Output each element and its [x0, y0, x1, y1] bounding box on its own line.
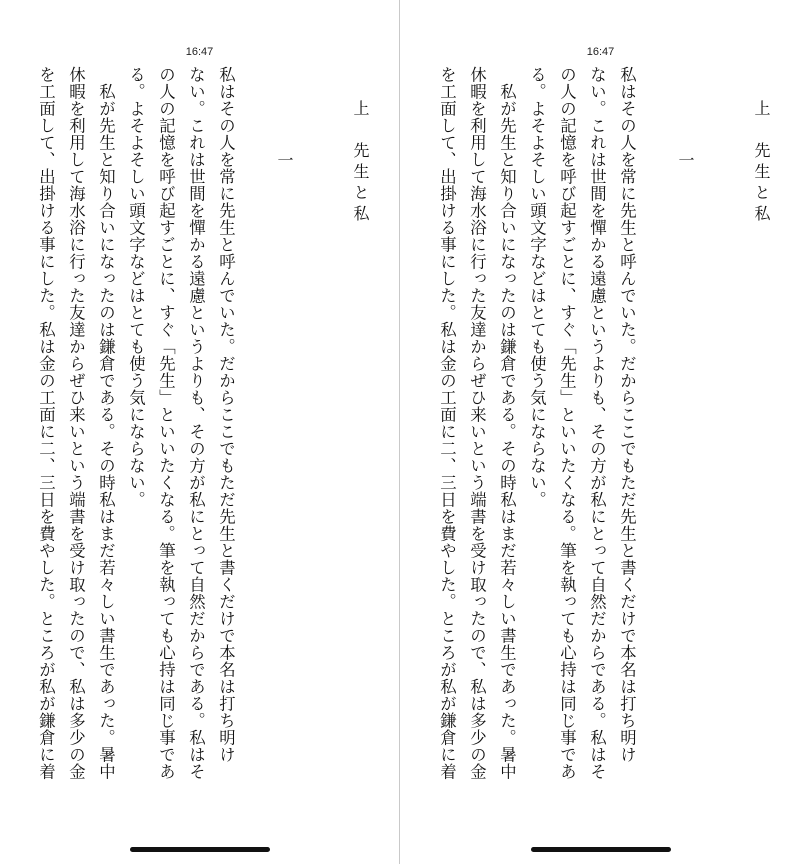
- text-line: 私はその人を常に先生と呼んでいた。だからここでもただ先生と書くだけで本名は打ち明け: [617, 66, 637, 763]
- text-line: ない。これは世間を憚かる遠慮というよりも、その方が私にとって自然だからである。私はそ: [186, 66, 206, 780]
- reader-page-left[interactable]: [0, 0, 399, 864]
- text-line: 私が先生と知り合いになったのは鎌倉である。その時私はまだ若々しい書生であった。暑中: [497, 66, 517, 780]
- home-indicator[interactable]: [130, 847, 270, 852]
- text-line: る。よそよそしい頭文字などはとても使う気にならない。: [126, 66, 146, 508]
- chapter-title: 上 先生と私: [351, 100, 370, 226]
- chapter-title: 上 先生と私: [752, 100, 771, 226]
- reader-page-right[interactable]: [401, 0, 800, 864]
- text-line: の人の記憶を呼び起すごとに、すぐ「先生」といいたくなる。筆を執っても心持は同じ事であ: [557, 66, 577, 780]
- text-line: 休暇を利用して海水浴に行った友達からぜひ来いという端書を受け取ったので、私は多少の金: [66, 66, 86, 780]
- home-indicator[interactable]: [531, 847, 671, 852]
- vertical-text-area: [401, 66, 800, 804]
- text-line: る。よそよそしい頭文字などはとても使う気にならない。: [527, 66, 547, 508]
- page-divider: [399, 0, 400, 864]
- vertical-text-area: [0, 66, 399, 804]
- text-line: 休暇を利用して海水浴に行った友達からぜひ来いという端書を受け取ったので、私は多少の金: [467, 66, 487, 780]
- section-number: 一: [275, 152, 294, 168]
- text-line: 私が先生と知り合いになったのは鎌倉である。その時私はまだ若々しい書生であった。暑中: [96, 66, 116, 780]
- text-line: 私はその人を常に先生と呼んでいた。だからここでもただ先生と書くだけで本名は打ち明け: [216, 66, 236, 763]
- status-time: 16:47: [586, 46, 615, 58]
- section-number: 一: [676, 152, 695, 168]
- status-time: 16:47: [185, 46, 214, 58]
- text-line: を工面して、出掛ける事にした。私は金の工面に二、三日を費やした。ところが私が鎌倉に着: [437, 66, 457, 780]
- text-line: を工面して、出掛ける事にした。私は金の工面に二、三日を費やした。ところが私が鎌倉に着: [36, 66, 56, 780]
- text-line: ない。これは世間を憚かる遠慮というよりも、その方が私にとって自然だからである。私はそ: [587, 66, 607, 780]
- text-line: の人の記憶を呼び起すごとに、すぐ「先生」といいたくなる。筆を執っても心持は同じ事であ: [156, 66, 176, 780]
